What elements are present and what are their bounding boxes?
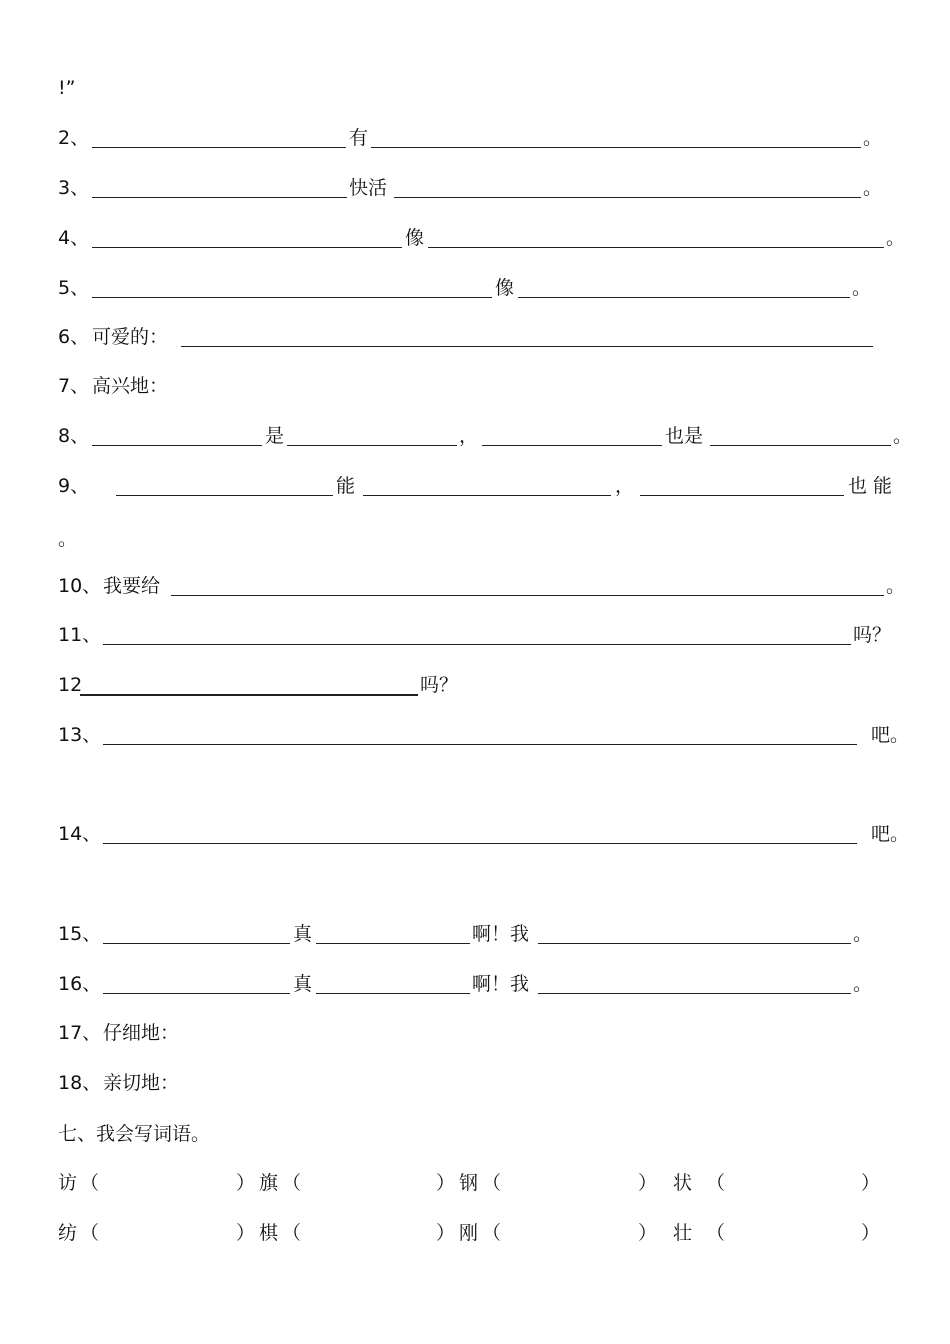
prompt-word: 像 — [405, 227, 425, 249]
close-paren: ） — [638, 1222, 658, 1244]
word-row-2 — [58, 1220, 910, 1246]
answer-blank[interactable] — [538, 943, 851, 944]
row-number: 7、 — [58, 375, 90, 397]
prompt-word: 吧。 — [871, 823, 910, 845]
answer-blank[interactable] — [103, 644, 851, 645]
open-paren: （ — [282, 1172, 302, 1194]
sentence-row-10 — [58, 573, 910, 599]
answer-blank[interactable] — [103, 744, 857, 745]
comma: ， — [615, 475, 635, 497]
answer-blank[interactable] — [371, 147, 861, 148]
prompt-word: 也 能 — [848, 475, 893, 497]
sentence-row-5 — [58, 275, 910, 301]
prompt-word: 吗？ — [853, 624, 892, 646]
answer-blank[interactable] — [171, 595, 884, 596]
open-paren: （ — [80, 1172, 100, 1194]
answer-blank[interactable] — [92, 445, 262, 446]
close-paren: ） — [236, 1172, 256, 1194]
sentence-row-6 — [58, 324, 910, 350]
sentence-row-13 — [58, 722, 910, 748]
open-paren: （ — [706, 1222, 726, 1244]
prompt-word: 像 — [495, 277, 515, 299]
answer-blank[interactable] — [394, 197, 861, 198]
row-number: 10、 — [58, 575, 102, 597]
prompt-word: 我要给 — [103, 575, 161, 597]
prompt-word: 有 — [349, 127, 369, 149]
row-number: 2、 — [58, 127, 90, 149]
answer-blank[interactable] — [316, 993, 470, 994]
row-number: 9、 — [58, 475, 90, 497]
row-number: 3、 — [58, 177, 90, 199]
answer-blank[interactable] — [103, 993, 290, 994]
word-char: 状 — [673, 1172, 693, 1194]
open-paren: （ — [482, 1172, 502, 1194]
row-end-mark: 。 — [886, 575, 906, 597]
sentence-row-8 — [58, 423, 913, 449]
word-char: 纺 — [58, 1222, 78, 1244]
word-char: 访 — [58, 1172, 78, 1194]
word-char: 壮 — [673, 1222, 693, 1244]
top-fragment: !” — [58, 77, 76, 99]
sentence-row-15 — [58, 921, 910, 947]
prompt-word: 啊！我 — [472, 923, 530, 945]
word-char: 旗 — [259, 1172, 279, 1194]
prompt-word: 能 — [336, 475, 356, 497]
close-paren: ） — [861, 1172, 881, 1194]
answer-blank[interactable] — [92, 197, 347, 198]
answer-blank[interactable] — [181, 346, 873, 347]
answer-blank[interactable] — [640, 495, 844, 496]
prompt-word: 真 — [293, 973, 313, 995]
answer-blank[interactable] — [538, 993, 851, 994]
prompt-word: 吗？ — [420, 674, 459, 696]
close-paren: ） — [861, 1222, 881, 1244]
row-number: 6、 — [58, 326, 90, 348]
row-number: 13、 — [58, 724, 102, 746]
sentence-row-9-end — [58, 526, 910, 552]
prompt-word: 亲切地： — [103, 1072, 180, 1094]
answer-blank[interactable] — [287, 445, 457, 446]
section-title: 七、我会写词语。 — [58, 1123, 211, 1145]
sentence-row-18 — [58, 1070, 910, 1096]
answer-blank[interactable] — [80, 694, 418, 696]
answer-blank[interactable] — [518, 297, 850, 298]
prompt-word: 啊！我 — [472, 973, 530, 995]
open-paren: （ — [80, 1222, 100, 1244]
sentence-row-11 — [58, 622, 910, 648]
prompt-word: 仔细地： — [103, 1022, 180, 1044]
sentence-row-3 — [58, 175, 910, 201]
row-number: 18、 — [58, 1072, 102, 1094]
row-end-mark: 。 — [863, 127, 883, 149]
answer-blank[interactable] — [92, 247, 402, 248]
row-end-mark: 。 — [58, 528, 78, 550]
close-paren: ） — [236, 1222, 256, 1244]
prompt-word: 高兴地： — [92, 375, 169, 397]
prompt-word: 吧。 — [871, 724, 910, 746]
answer-blank[interactable] — [710, 445, 891, 446]
answer-blank[interactable] — [103, 843, 857, 844]
row-number: 16、 — [58, 973, 102, 995]
answer-blank[interactable] — [103, 943, 290, 944]
row-number: 17、 — [58, 1022, 102, 1044]
row-number: 5、 — [58, 277, 90, 299]
prompt-word: 真 — [293, 923, 313, 945]
row-number: 8、 — [58, 425, 90, 447]
section-heading — [58, 1121, 910, 1147]
answer-blank[interactable] — [482, 445, 662, 446]
row-end-mark: 。 — [853, 923, 873, 945]
row-end-mark: 。 — [893, 425, 913, 447]
sentence-row-14 — [58, 821, 910, 847]
sentence-row-17 — [58, 1020, 910, 1046]
close-paren: ） — [436, 1222, 456, 1244]
answer-blank[interactable] — [116, 495, 333, 496]
word-row-1 — [58, 1170, 910, 1196]
continued-text — [58, 75, 910, 101]
prompt-word: 快活 — [349, 177, 388, 199]
close-paren: ） — [638, 1172, 658, 1194]
row-number: 15、 — [58, 923, 102, 945]
sentence-row-7 — [58, 373, 910, 399]
sentence-row-12 — [58, 672, 910, 698]
answer-blank[interactable] — [428, 247, 884, 248]
word-char: 棋 — [259, 1222, 279, 1244]
row-end-mark: 。 — [852, 277, 872, 299]
sentence-row-2 — [58, 125, 910, 151]
word-char: 刚 — [459, 1222, 479, 1244]
prompt-word: 是 — [265, 425, 285, 447]
prompt-word: 也是 — [665, 425, 704, 447]
close-paren: ） — [436, 1172, 456, 1194]
sentence-row-16 — [58, 971, 910, 997]
open-paren: （ — [282, 1222, 302, 1244]
sentence-row-4 — [58, 225, 910, 251]
row-end-mark: 。 — [863, 177, 883, 199]
row-number: 14、 — [58, 823, 102, 845]
sentence-row-9 — [58, 473, 910, 499]
answer-blank[interactable] — [92, 297, 492, 298]
comma: ， — [459, 425, 479, 447]
row-number: 11、 — [58, 624, 102, 646]
row-end-mark: 。 — [886, 227, 906, 249]
answer-blank[interactable] — [363, 495, 611, 496]
open-paren: （ — [706, 1172, 726, 1194]
answer-blank[interactable] — [92, 147, 346, 148]
row-number: 4、 — [58, 227, 90, 249]
prompt-word: 可爱的： — [92, 326, 169, 348]
row-end-mark: 。 — [853, 973, 873, 995]
answer-blank[interactable] — [316, 943, 470, 944]
open-paren: （ — [482, 1222, 502, 1244]
row-number: 12 — [58, 674, 83, 696]
word-char: 钢 — [459, 1172, 479, 1194]
